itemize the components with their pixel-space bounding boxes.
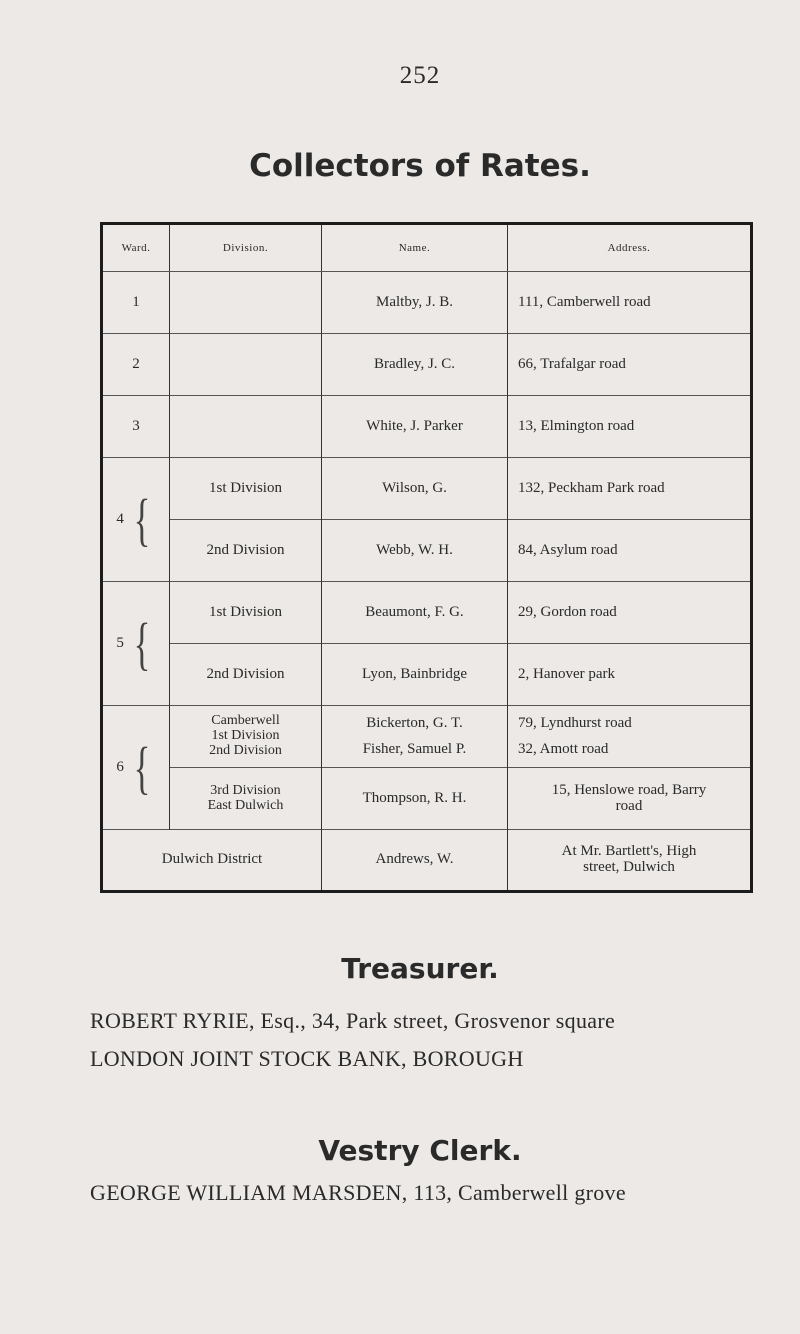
address-cell: 29, Gordon road bbox=[508, 582, 752, 644]
division-line: 2nd Division bbox=[209, 742, 282, 758]
ward-cell bbox=[102, 582, 170, 706]
address-cell: 2, Hanover park bbox=[508, 644, 752, 706]
division-line: Camberwell bbox=[211, 713, 280, 729]
name-cell: Beaumont, F. G. bbox=[322, 582, 508, 644]
address-line: 15, Henslowe road, Barry bbox=[551, 781, 707, 798]
ward-cell bbox=[102, 458, 170, 582]
address-cell: 66, Trafalgar road bbox=[508, 334, 752, 396]
brace-icon: { bbox=[133, 734, 151, 800]
table-row bbox=[102, 334, 752, 396]
name-cell: Maltby, J. B. bbox=[322, 272, 508, 334]
table-row bbox=[102, 272, 752, 334]
name-line: Fisher, Samuel P. bbox=[362, 740, 467, 757]
division-cell bbox=[170, 396, 322, 458]
collectors-table bbox=[100, 222, 753, 893]
division-cell bbox=[170, 334, 322, 396]
name-cell: Bradley, J. C. bbox=[322, 334, 508, 396]
treasurer-heading: Treasurer. bbox=[341, 952, 499, 985]
table-row bbox=[102, 582, 752, 644]
brace-icon: { bbox=[133, 610, 151, 676]
treasurer-line-1: ROBERT RYRIE, Esq., 34, Park street, Grosvenor square bbox=[90, 1008, 616, 1033]
address-line: street, Dulwich bbox=[583, 859, 675, 875]
table-row bbox=[102, 458, 752, 520]
division-cell bbox=[170, 272, 322, 334]
name-cell: Andrews, W. bbox=[322, 830, 508, 892]
ward-cell: 2 bbox=[102, 334, 170, 396]
page-title: Collectors of Rates. bbox=[249, 148, 591, 184]
division-cell bbox=[170, 706, 322, 768]
name-cell: Lyon, Bainbridge bbox=[322, 644, 508, 706]
name-cell bbox=[322, 706, 508, 768]
table-row bbox=[102, 520, 752, 582]
district-cell: Dulwich District bbox=[102, 830, 322, 892]
address-cell: 132, Peckham Park road bbox=[508, 458, 752, 520]
name-cell: Webb, W. H. bbox=[322, 520, 508, 582]
address-line: 79, Lyndhurst road bbox=[518, 714, 632, 731]
address-cell bbox=[508, 768, 752, 830]
table-row bbox=[102, 830, 752, 892]
name-cell: White, J. Parker bbox=[322, 396, 508, 458]
table-row bbox=[102, 768, 752, 830]
table-row bbox=[102, 396, 752, 458]
ward-number: 5 bbox=[116, 634, 124, 651]
vestry-clerk-line-1: GEORGE WILLIAM MARSDEN, 113, Camberwell grove bbox=[90, 1180, 626, 1205]
brace-icon: { bbox=[133, 486, 151, 552]
ward-cell bbox=[102, 706, 170, 830]
table-header-row bbox=[102, 224, 752, 272]
ward-cell: 1 bbox=[102, 272, 170, 334]
header-name: Name. bbox=[322, 224, 508, 272]
ward-cell: 3 bbox=[102, 396, 170, 458]
address-cell bbox=[508, 830, 752, 892]
address-cell: 84, Asylum road bbox=[508, 520, 752, 582]
treasurer-line-2: LONDON JOINT STOCK BANK, BOROUGH bbox=[90, 1046, 524, 1071]
ward-number: 4 bbox=[116, 510, 124, 527]
table-row bbox=[102, 706, 752, 768]
address-cell bbox=[508, 706, 752, 768]
header-address: Address. bbox=[508, 224, 752, 272]
address-line: At Mr. Bartlett's, High bbox=[561, 843, 697, 860]
vestry-clerk-heading: Vestry Clerk. bbox=[318, 1134, 522, 1167]
address-cell: 111, Camberwell road bbox=[508, 272, 752, 334]
name-line: Bickerton, G. T. bbox=[366, 714, 463, 731]
table-row bbox=[102, 644, 752, 706]
address-line: road bbox=[615, 797, 643, 814]
address-line: 32, Amott road bbox=[518, 740, 609, 757]
name-cell: Wilson, G. bbox=[322, 458, 508, 520]
ward-number: 6 bbox=[116, 758, 124, 775]
division-line: East Dulwich bbox=[207, 797, 284, 813]
name-cell: Thompson, R. H. bbox=[322, 768, 508, 830]
header-division: Division. bbox=[170, 224, 322, 272]
division-cell: 2nd Division bbox=[170, 520, 322, 582]
division-cell bbox=[170, 768, 322, 830]
page-number: 252 bbox=[399, 62, 441, 89]
division-cell: 2nd Division bbox=[170, 644, 322, 706]
division-cell: 1st Division bbox=[170, 582, 322, 644]
header-ward: Ward. bbox=[102, 224, 170, 272]
division-line: 1st Division bbox=[211, 728, 280, 744]
division-line: 3rd Division bbox=[210, 782, 281, 798]
division-cell: 1st Division bbox=[170, 458, 322, 520]
address-cell: 13, Elmington road bbox=[508, 396, 752, 458]
